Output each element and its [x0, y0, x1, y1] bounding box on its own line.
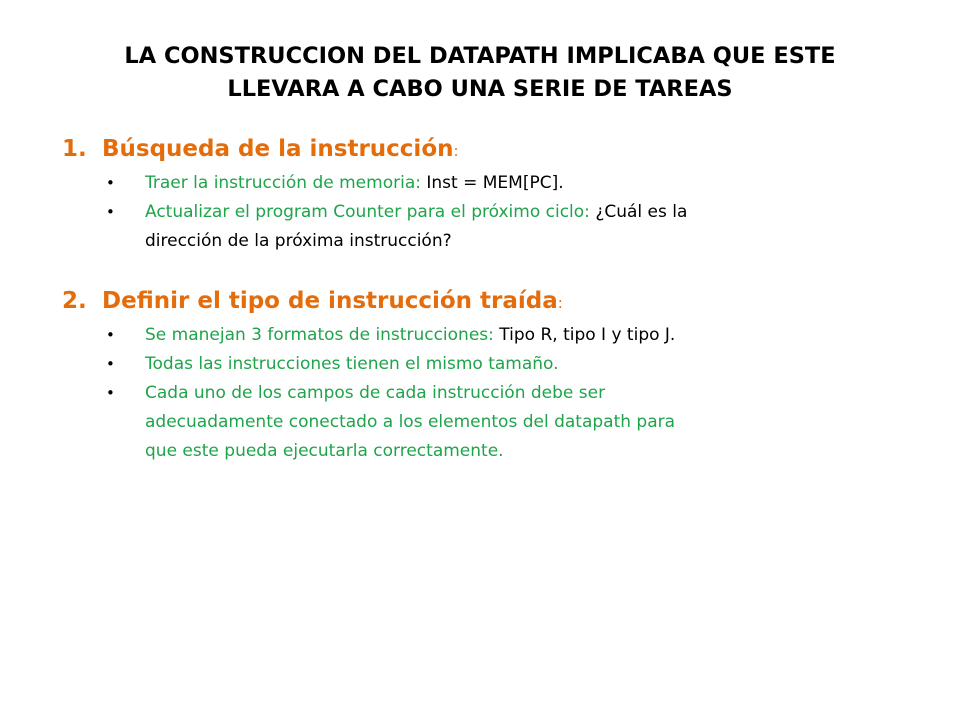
- bullet-icon: •: [106, 355, 115, 373]
- bullet-icon: •: [106, 326, 115, 344]
- list-item: [100, 198, 687, 256]
- section-1-bullets: [100, 169, 687, 256]
- bullet-text-black: ¿Cuál es la: [595, 202, 688, 222]
- section-2-bullets: [100, 321, 675, 466]
- title-line-2: LLEVARA A CABO UNA SERIE DE TAREAS: [227, 76, 733, 102]
- bullet-text-green: Se manejan 3 formatos de instrucciones:: [145, 325, 500, 345]
- title-line-1: LA CONSTRUCCION DEL DATAPATH IMPLICABA QUE ESTE: [124, 43, 836, 69]
- section-1-heading: [62, 134, 459, 166]
- bullet-text-green: adecuadamente conectado a los elementos del datapath para: [145, 412, 676, 432]
- bullet-icon: •: [106, 384, 115, 402]
- section-2-colon: :: [557, 294, 563, 312]
- section-2-number: 2.: [62, 288, 87, 314]
- bullet-text-green: Todas las instrucciones tienen el mismo tamaño.: [145, 354, 559, 374]
- list-item: [100, 379, 675, 466]
- section-1-number: 1.: [62, 136, 87, 162]
- bullet-text-green: Traer la instrucción de memoria:: [145, 173, 427, 193]
- list-item: [100, 321, 675, 350]
- bullet-text-black: dirección de la próxima instrucción?: [145, 231, 452, 251]
- bullet-text-black: Inst = MEM[PC].: [426, 173, 564, 193]
- bullet-icon: •: [106, 203, 115, 221]
- section-1-heading-text: Búsqueda de la instrucción: [102, 136, 454, 162]
- bullet-text-green: Cada uno de los campos de cada instrucción debe ser: [145, 383, 606, 403]
- bullet-text-green: Actualizar el program Counter para el próximo ciclo:: [145, 202, 596, 222]
- slide-title: [60, 40, 900, 106]
- bullet-text-green: que este pueda ejecutarla correctamente.: [145, 441, 504, 461]
- list-item: [100, 350, 675, 379]
- section-2-heading: [62, 286, 563, 318]
- section-2-heading-text: Definir el tipo de instrucción traída: [102, 288, 558, 314]
- bullet-icon: •: [106, 174, 115, 192]
- list-item: [100, 169, 687, 198]
- bullet-text-black: Tipo R, tipo I y tipo J.: [499, 325, 676, 345]
- section-1-colon: :: [453, 142, 459, 160]
